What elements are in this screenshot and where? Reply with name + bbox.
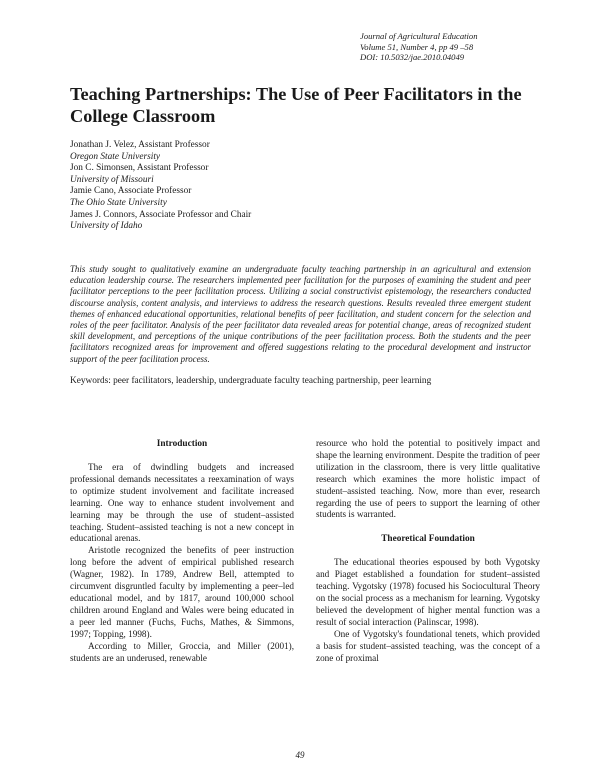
page-number: 49	[295, 750, 305, 760]
author-affiliation: University of Missouri	[70, 174, 154, 185]
author-name: Jamie Cano, Associate Professor	[70, 186, 192, 197]
author-affiliation: The Ohio State University	[70, 197, 167, 208]
body-paragraph-continued: resource who hold the potential to positively impact and shape the learning environment. Despite the tradition of peer utilization in the classroom, there is very little qualitative research which examines the more holistic impact of student–assisted teaching. Now, more than ever, research regarding the use of peers to support the learning of other students is warranted.	[316, 438, 540, 520]
journal-name: Journal of Agricultural Education	[360, 31, 478, 41]
section-heading-theoretical-foundation: Theoretical Foundation	[381, 534, 475, 545]
journal-doi: DOI: 10.5032/jae.2010.04049	[360, 52, 465, 62]
author-list	[70, 140, 470, 233]
section-heading-introduction: Introduction	[156, 439, 208, 449]
keywords: Keywords: peer facilitators, leadership, undergraduate faculty teaching partnership, peer learning	[70, 376, 432, 386]
author-affiliation: University of Idaho	[70, 221, 143, 232]
author-name: James J. Connors, Associate Professor and Chair	[70, 209, 252, 220]
right-column	[316, 438, 540, 665]
abstract: This study sought to qualitatively examine an undergraduate faculty teaching partnership in an agricultural and extension education leadership course. The researchers implemented peer facilitation for the purposes of examining the student and peer facilitator perceptions to the peer facilitation process. Utilizing a social constructivist epistemology, the researchers conducted discourse analysis, content analysis, and interviews to address the research questions. Results revealed three emergent student themes of enhanced educational opportunities, relational benefits of peer facilitation, and student concern for the selection and roles of the peer facilitator. Analysis of the peer facilitator data revealed areas for potential change, areas of recognized student skill development, and perceptions of the unique contributions of the peer facilitation process. Both the students and the peer facilitators recognized areas for improvement and offered suggestions relating to the procedural development and instructor support of the peer facilitation process.	[70, 264, 531, 364]
body-paragraph: According to Miller, Groccia, and Miller (2001), students are an underused, renewable	[70, 640, 294, 663]
left-column	[70, 438, 294, 664]
paper-title: Teaching Partnerships: The Use of Peer Facilitators in the College Classroom	[70, 84, 522, 126]
body-paragraph: The era of dwindling budgets and increased professional demands necessitates a reexamination of ways to optimize student involvement and facilitate increased learning. One way to enhance student involvement and learning may be through the use of student–assisted teaching. Student–assisted teaching is not a new concept in educational arenas.	[70, 462, 294, 544]
author-name: Jon C. Simonsen, Assistant Professor	[70, 163, 209, 174]
journal-header	[360, 31, 530, 63]
body-paragraph: Aristotle recognized the benefits of peer instruction long before the advent of empirical published research (Wagner, 1982). In 1789, Andrew Bell, attempted to circumvent disgruntled faculty by implementing a peer–led educational model, and by 1817, around 100,000 school children around England and Wales were being educated in a peer led manner (Fuchs, Fuchs, Mathes, & Simmons, 1997; Topping, 1998).	[70, 545, 294, 639]
body-paragraph: One of Vygotsky's foundational tenets, which provided a basis for student–assisted teaching, was the concept of a zone of proximal	[316, 628, 540, 663]
author-affiliation: Oregon State University	[70, 151, 161, 162]
author-name: Jonathan J. Velez, Assistant Professor	[70, 140, 210, 150]
journal-volume: Volume 51, Number 4, pp 49 –58	[360, 41, 474, 52]
body-paragraph: The educational theories espoused by both Vygotsky and Piaget established a foundation for student–assisted teaching. Vygotsky (1978) focused his Sociocultural Theory on the social process as a mechanism for learning. Vygotsky believed the development of higher mental function was a result of social interaction (Palinscar, 1998).	[316, 557, 540, 627]
